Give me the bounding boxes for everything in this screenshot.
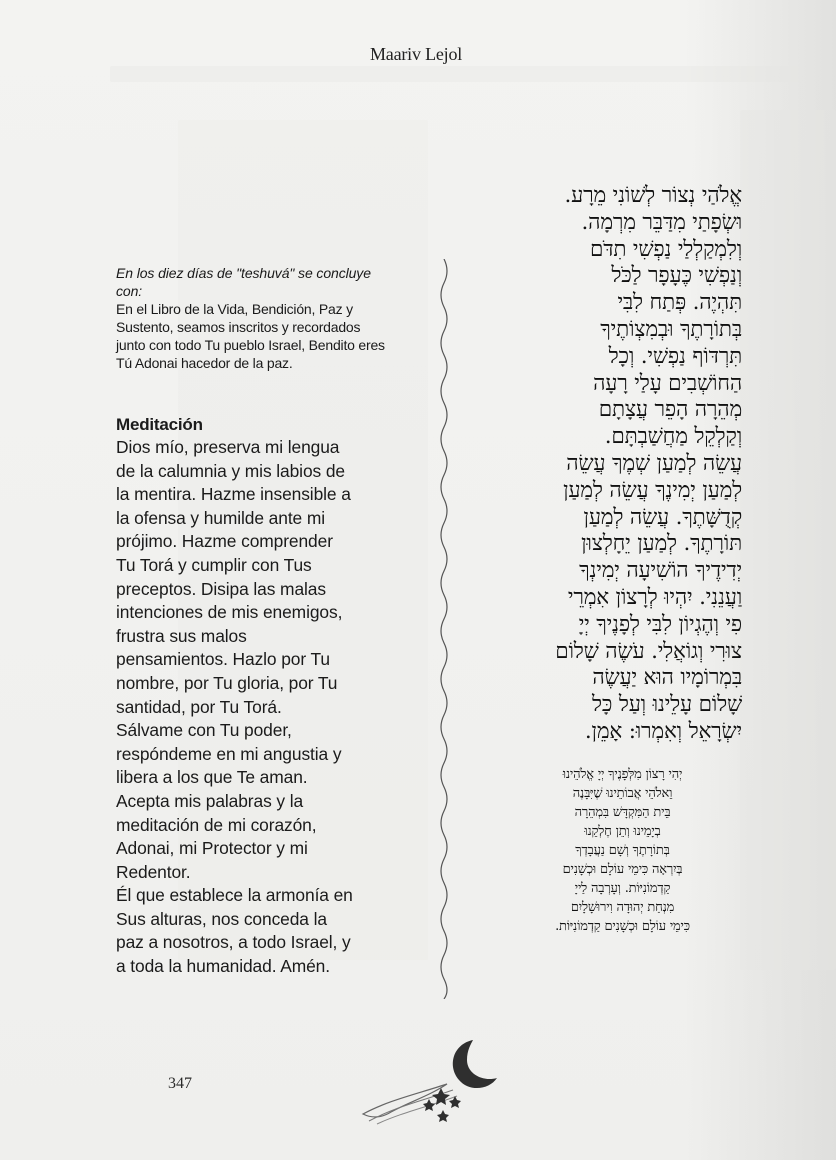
hebrew-main-prayer: אֱלֹהַי נְצוֹר לְשׁוֹנִי מֵרָע. וּשְׂפָתַי מִדַּבֵּר מִרְמָה. וְלִמְקַלְלַי נַפְשִׁי תִדֹּם וְנַפְשִׁי כֶּעָפָר לַכֹּל תִּהְיֶה. פְּתַח לִבִּי בְּתוֹרָתֶךָ וּבְמִצְוֹתֶיךָ תִּרְדּוֹף נַפְשִׁי. וְכָל הַחוֹשְׁבִים עָלַי רָעָה מְהֵרָה הָפֵר עֲצָתָם וְקַלְקֵל מַחֲשַׁבְתָּם. עֲשֵׂה לְמַעַן שְׁמֶךָ עֲשֵׂה לְמַעַן יְמִינֶךָ עֲשֵׂה לְמַעַן קְדֻשָּׁתֶךָ. עֲשֵׂה לְמַעַן תּוֹרָתֶךָ. לְמַעַן יֵחָלְצוּן יְדִידֶיךָ הוֹשִׁיעָה יְמִינְךָ וַעֲנֵנִי. יִהְיוּ לְרָצוֹן אִמְרֵי פִי וְהֶגְיוֹן לִבִּי לְפָנֶיךָ יְיָ צוּרִי וְגוֹאֲלִי. עֹשֶׂה שָׁלוֹם בִּמְרוֹמָיו הוּא יַעֲשֶׂה שָׁלוֹם עָלֵינוּ וְעַל כָּל יִשְׂרָאֵל וְאִמְרוּ: אָמֵן. [555,183,742,744]
star-icon [423,1088,461,1122]
bleed-through-right [740,110,836,970]
hebrew-closing-prayer: יְהִי רָצוֹן מִלְּפָנֶיךָ יְיָ אֱלֹהֵינוּ וֵאלֹהֵי אֲבוֹתֵינוּ שֶׁיִּבָּנֶה בֵּית הַמִּקְדָּשׁ בִּמְהֵרָה בְיָמֵינוּ וְתֵן חֶלְקֵנוּ בְּתוֹרָתֶךָ וְשָׁם נַעֲבָדְךָ בְּיִרְאָה כִּימֵי עוֹלָם וּכְשָׁנִים קַדְמוֹנִיּוֹת. וְעָרְבָה לַייָ מִנְחַת יְהוּדָה וִירוּשָׁלָיִם כִּימֵי עוֹלָם וּכְשָׁנִים קַדְמוֹנִיּוֹת. [555,767,690,934]
page-number: 347 [168,1075,192,1092]
page-title: Maariv Lejol [370,44,463,64]
bleed-through-band [110,66,800,82]
teshuva-note-body: En el Libro de la Vida, Bendición, Paz y Sustento, seamos inscritos y recordados junto con todo Tu pueblo Israel, Bendito eres Tú Adonai hacedor de la paz. [116,301,385,371]
meditation-body: Dios mío, preserva mi lengua de la calumnia y mis labios de la mentira. Hazme insensible a la ofensa y humilde ante mi prójimo. Hazme comprender Tu Torá y cumplir con Tus preceptos. Disipa las malas intenciones de mis enemigos, frustra sus malos pensamientos. Hazlo por Tu nombre, por Tu gloria, por Tu santidad, por Tu Torá. Sálvame con Tu poder, respóndeme en mi angustia y libera a los que Te aman. Acepta mis palabras y la meditación de mi corazón, Adonai, mi Protector y mi Redentor. Él que establece la armonía en Sus alturas, nos conceda la paz a nosotros, a todo Israel, y a toda la humanidad. Amén. [116,437,353,977]
crescent-moon-icon [453,1040,497,1088]
moon-comet-ornament [355,1038,515,1130]
meditation-section [116,414,394,979]
meditation-title: Meditación [116,415,203,434]
comet-tail-icon [363,1084,447,1117]
teshuva-note [116,264,386,372]
wavy-divider [434,259,454,999]
teshuva-note-intro: En los diez días de "teshuvá" se concluye con: [116,265,371,299]
